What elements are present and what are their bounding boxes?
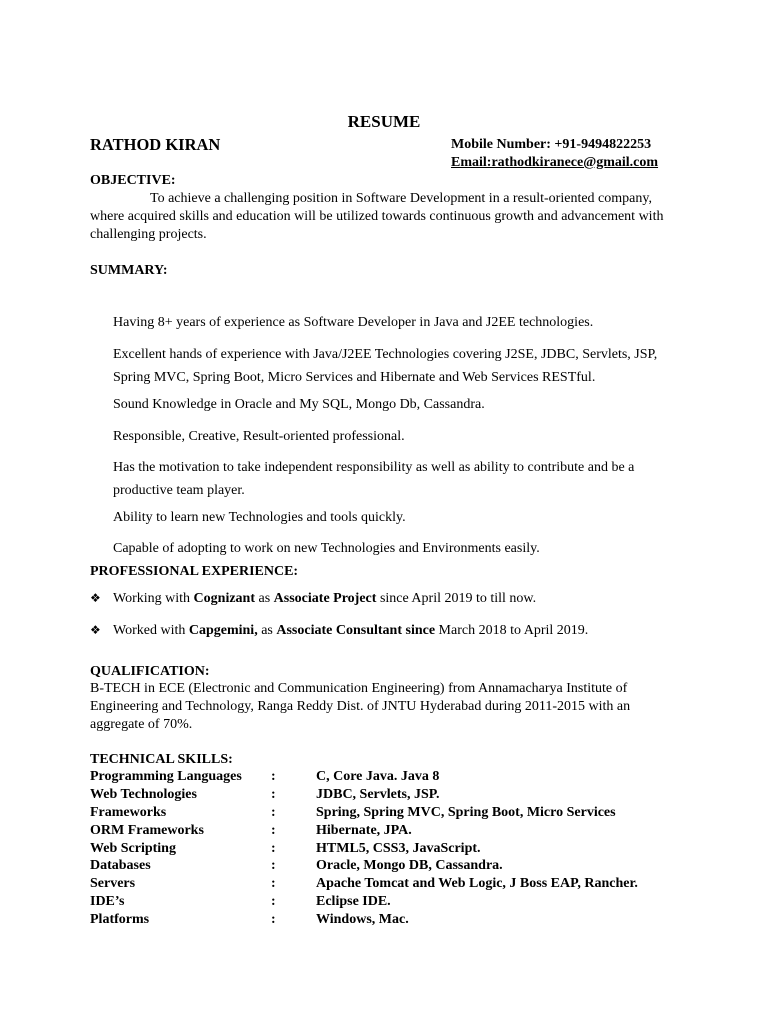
skill-value: HTML5, CSS3, JavaScript.: [316, 840, 481, 856]
job-role: Associate Project: [273, 591, 377, 606]
company-name: Capgemini,: [188, 623, 258, 638]
list-item: [90, 456, 680, 502]
skill-value: Spring, Spring MVC, Spring Boot, Micro Services: [316, 804, 616, 820]
experience-dates: since April 2019 to till now.: [376, 591, 537, 606]
skill-label: IDE’s: [90, 894, 125, 910]
summary-item: Capable of adopting to work on new Technologies and Environments easily.: [113, 541, 540, 556]
objective-heading: OBJECTIVE:: [90, 173, 176, 188]
email-address[interactable]: Email:rathodkiranece@gmail.com: [451, 155, 659, 170]
skill-separator: :: [271, 912, 276, 928]
experience-text: as: [255, 591, 274, 606]
skills-heading: TECHNICAL SKILLS:: [90, 752, 233, 767]
summary-item: Sound Knowledge in Oracle and My SQL, Mongo Db, Cassandra.: [113, 397, 485, 412]
skill-separator: :: [271, 804, 276, 820]
qualification-text: B-TECH in ECE (Electronic and Communication Engineering) from Annamacharya Institute of Engineering and Technology, Ranga Reddy Dist. of JNTU Hyderabad during 2011-2015 with an aggregate of 70%.: [90, 681, 631, 732]
skill-label: Programming Languages: [90, 769, 242, 784]
skill-value: Hibernate, JPA.: [316, 822, 412, 838]
list-item: [90, 343, 680, 389]
experience-heading: PROFESSIONAL EXPERIENCE:: [90, 564, 299, 579]
diamond-bullet-icon: ❖: [90, 591, 101, 605]
skill-label: ORM Frameworks: [90, 822, 204, 838]
list-item: [90, 619, 680, 642]
skill-separator: :: [271, 822, 276, 838]
skill-value: Eclipse IDE.: [316, 894, 391, 910]
job-role: Associate Consultant since: [276, 623, 436, 638]
experience-dates: March 2018 to April 2019.: [435, 623, 589, 638]
list-item: [90, 506, 680, 529]
list-item: [90, 393, 680, 416]
skill-separator: :: [271, 769, 276, 784]
skill-separator: :: [271, 876, 276, 892]
skill-value: Oracle, Mongo DB, Cassandra.: [316, 858, 503, 874]
diamond-bullet-icon: ❖: [90, 623, 101, 637]
experience-text: Working with: [113, 591, 194, 606]
skill-separator: :: [271, 894, 276, 910]
skill-value: Apache Tomcat and Web Logic, J Boss EAP, Rancher.: [316, 876, 638, 892]
skill-label: Servers: [90, 876, 136, 892]
qualification-heading: QUALIFICATION:: [90, 664, 210, 679]
skill-separator: :: [271, 840, 276, 856]
objective-text: To achieve a challenging position in Software Development in a result-oriented company, where acquired skills and education will be utilized towards continuous growth and advancement with challenging projects.: [90, 191, 664, 242]
list-item: [90, 311, 680, 334]
skill-label: Databases: [90, 858, 151, 874]
resume-title: RESUME: [347, 112, 421, 131]
list-item: [90, 587, 680, 610]
summary-heading: SUMMARY:: [90, 263, 168, 278]
candidate-name: RATHOD KIRAN: [90, 135, 221, 154]
summary-item: Having 8+ years of experience as Software Developer in Java and J2EE technologies.: [113, 315, 594, 330]
summary-item: Ability to learn new Technologies and tools quickly.: [113, 510, 406, 525]
skill-label: Web Scripting: [90, 840, 176, 856]
skill-separator: :: [271, 858, 276, 874]
skill-label: Frameworks: [90, 804, 167, 820]
experience-text: Worked with: [113, 623, 189, 638]
mobile-number: Mobile Number: +91-9494822253: [451, 137, 652, 152]
company-name: Cognizant: [193, 591, 255, 606]
list-item: [90, 537, 680, 560]
skill-value: JDBC, Servlets, JSP.: [316, 786, 440, 802]
experience-text: as: [257, 623, 277, 638]
skill-value: Windows, Mac.: [316, 912, 409, 928]
skill-label: Web Technologies: [90, 786, 197, 802]
skill-value: C, Core Java. Java 8: [316, 769, 440, 784]
skill-label: Platforms: [90, 912, 150, 928]
summary-item: Has the motivation to take independent responsibility as well as ability to contribute and be a productive team player.: [113, 460, 635, 498]
summary-item: Responsible, Creative, Result-oriented professional.: [113, 429, 405, 444]
summary-item: Excellent hands of experience with Java/J2EE Technologies covering J2SE, JDBC, Servlets, JSP, Spring MVC, Spring Boot, Micro Services and Hibernate and Web Services RESTful.: [113, 347, 658, 385]
skill-separator: :: [271, 786, 276, 802]
list-item: [90, 425, 680, 448]
